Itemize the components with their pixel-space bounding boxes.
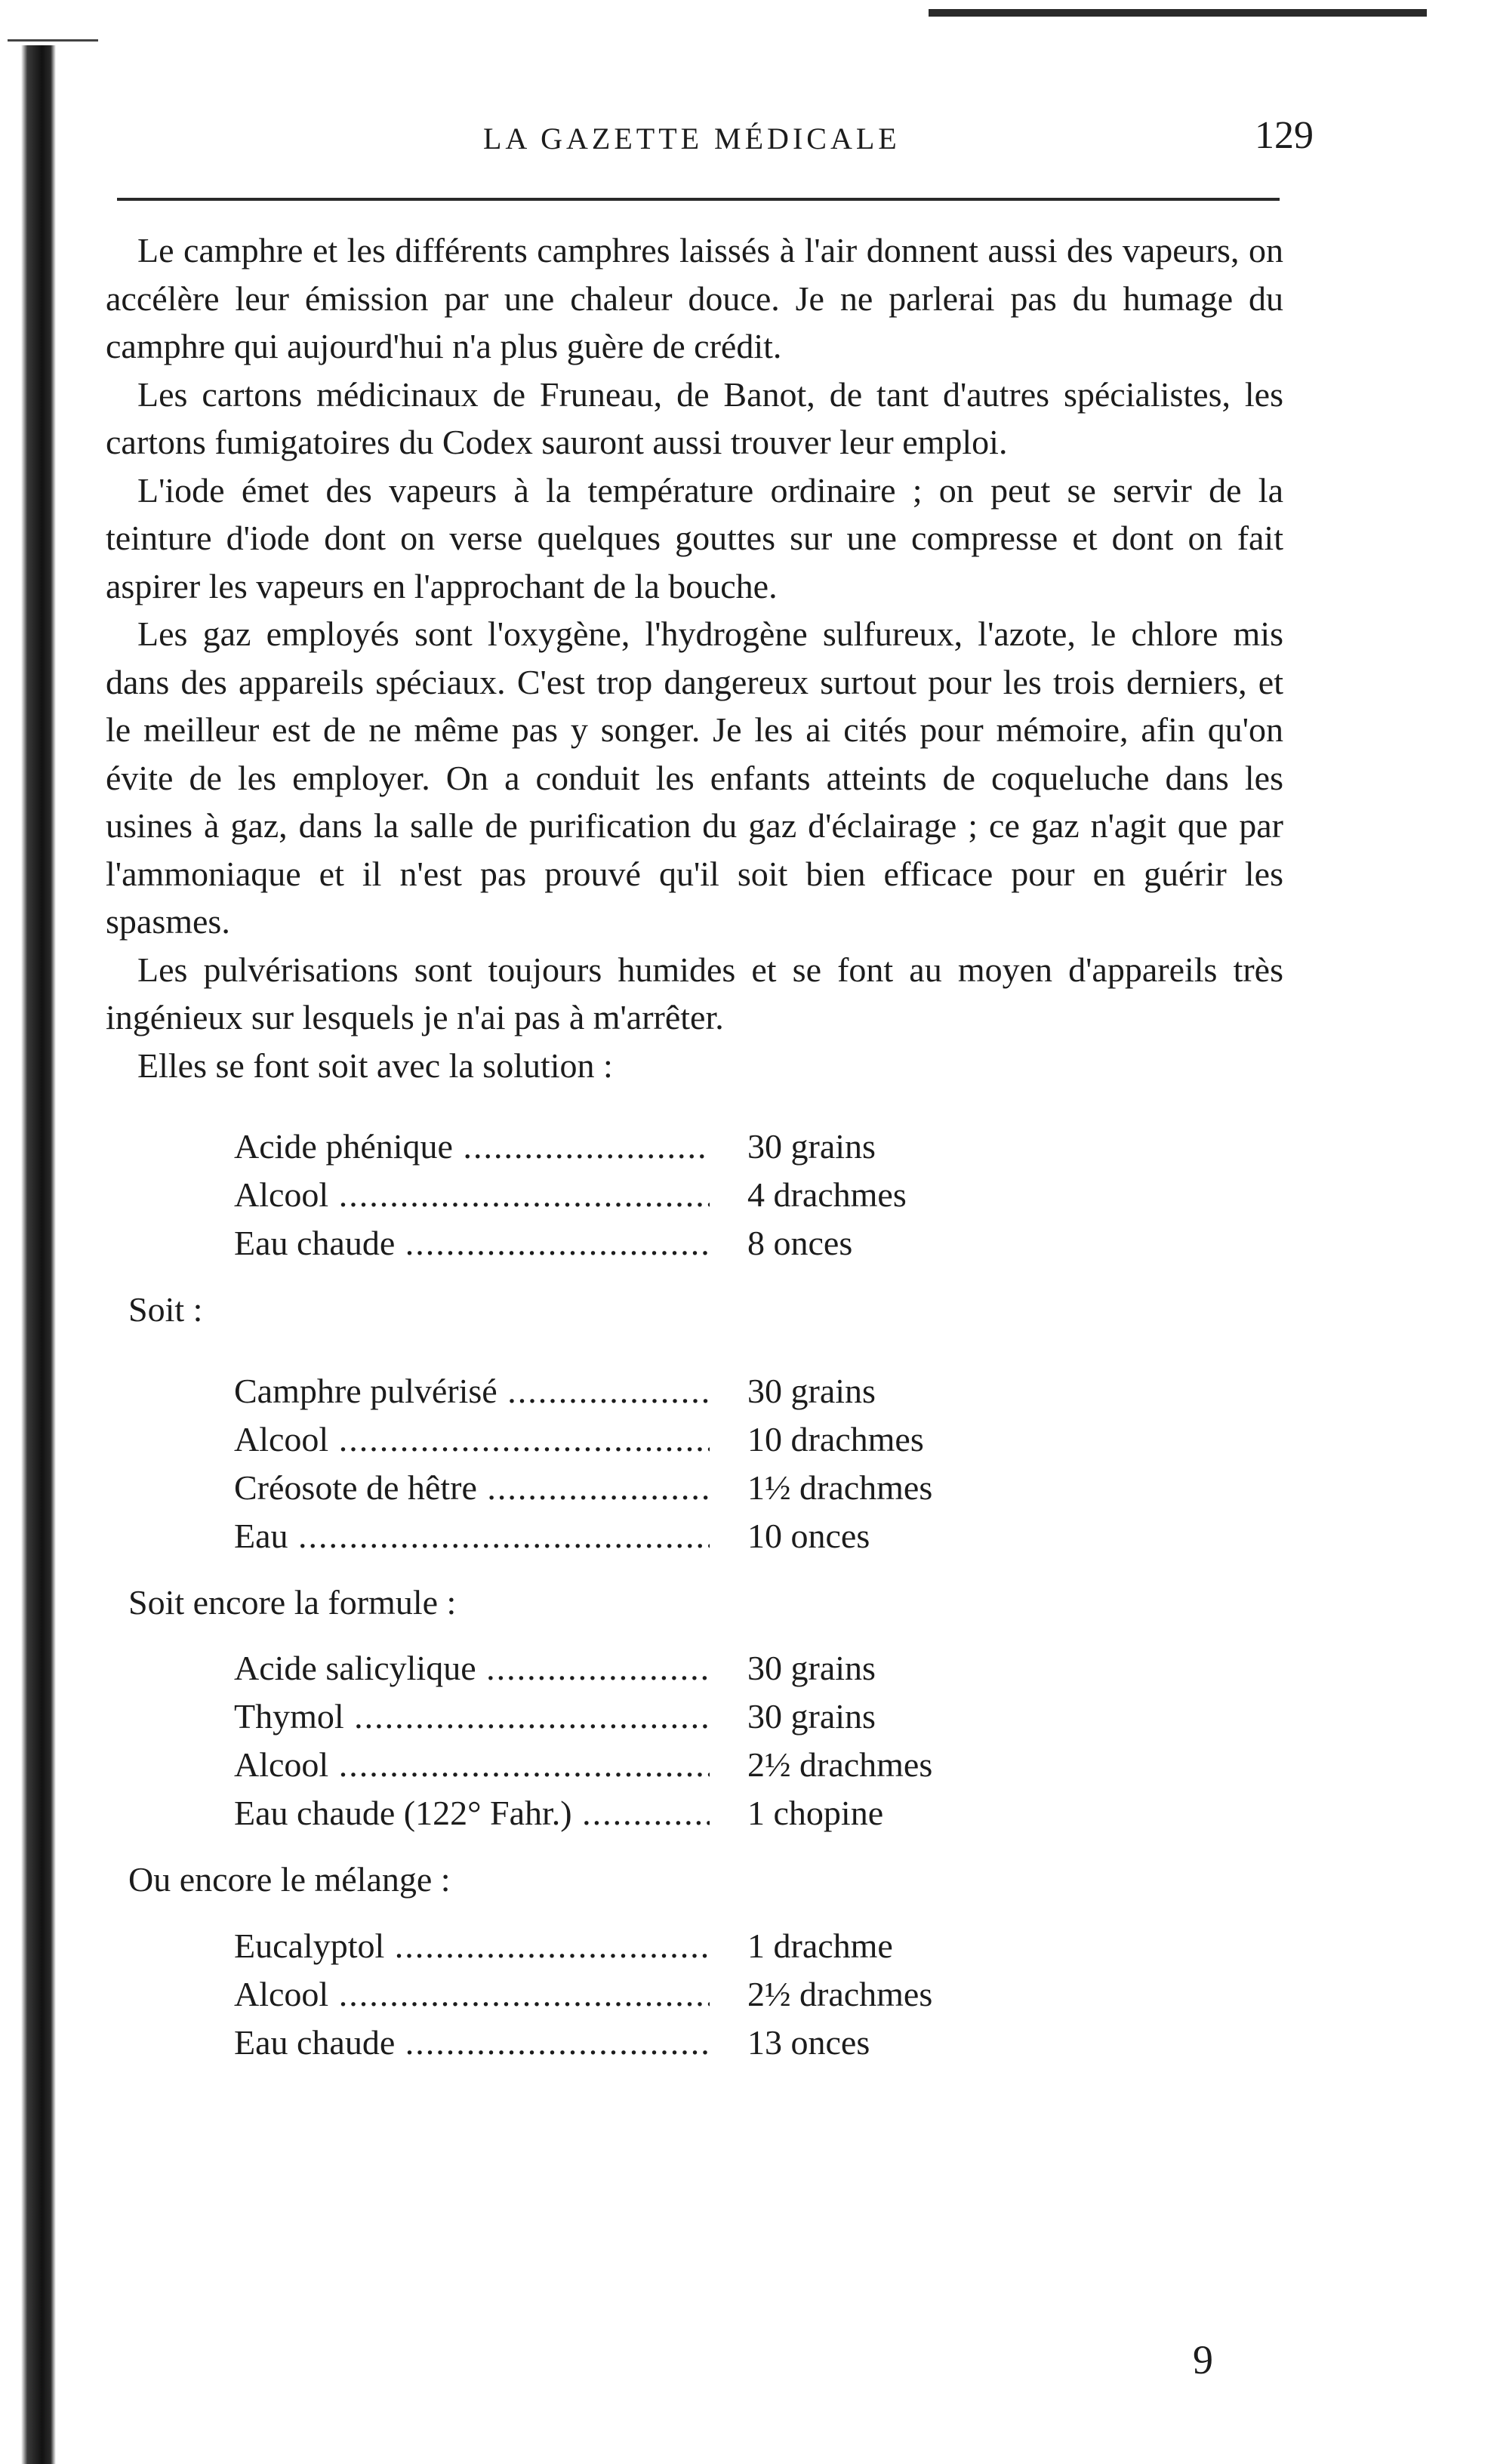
page-number: 129 xyxy=(1255,114,1314,157)
ingredient-name: Acide salicylique ..... xyxy=(106,1644,710,1692)
formula-row xyxy=(106,1692,1283,1741)
soit-label: Soit : xyxy=(128,1290,203,1329)
formula-row xyxy=(106,1644,1283,1692)
ingredient-name: Eucalyptol ..... xyxy=(106,1922,710,1970)
ingredient-quantity: 13 onces xyxy=(747,2022,870,2062)
ingredient-quantity: 30 grains xyxy=(747,1649,876,1687)
paragraph-pulverisations: Les pulvérisations sont toujours humides et se font au moyen d'appareils très ingénieux sur lesquels je n'ai pas à m'arrêter. xyxy=(106,950,1283,1036)
ingredient-name: Thymol ..... xyxy=(106,1692,710,1741)
formula-4 xyxy=(106,1922,1283,2067)
book-binding-edge xyxy=(21,45,56,2464)
formula-row xyxy=(106,1922,1283,1970)
paragraph-camphre: Le camphre et les différents camphres laissés à l'air donnent aussi des vapeurs, on accélère leur émission par une chaleur douce. Je ne parlerai pas du humage du camphre qui aujourd'hui n'a plus guère de crédit. xyxy=(106,231,1283,365)
ingredient-name: Eau chaude ..... xyxy=(106,2019,710,2067)
formula-row xyxy=(106,1123,1283,1171)
formula-1 xyxy=(106,1123,1283,1267)
paragraph-iode: L'iode émet des vapeurs à la température ordinaire ; on peut se servir de la teinture d'iode dont on verse quelques gouttes sur une compresse et dont on fait aspirer les vapeurs en l'approchant de la bouche. xyxy=(106,470,1283,605)
ingredient-name: Alcool ..... xyxy=(106,1415,710,1464)
ingredient-name: Alcool ..... xyxy=(106,1741,710,1789)
ingredient-quantity: 10 drachmes xyxy=(747,1419,924,1458)
ingredient-quantity: 10 onces xyxy=(747,1516,870,1555)
formula-row xyxy=(106,1367,1283,1415)
top-margin-rule xyxy=(929,9,1427,17)
formula-row xyxy=(106,1970,1283,2019)
formula-2 xyxy=(106,1367,1283,1560)
signature-folio: 9 xyxy=(1193,2337,1213,2382)
formula-row xyxy=(106,1219,1283,1267)
ingredient-name: Eau chaude (122° Fahr.) ..... xyxy=(106,1789,710,1837)
solution-intro: Elles se font soit avec la solution : xyxy=(137,1046,613,1085)
ingredient-name: Eau chaude ..... xyxy=(106,1219,710,1267)
ingredient-quantity: 30 grains xyxy=(747,1371,876,1410)
page-header xyxy=(0,114,1494,166)
header-rule xyxy=(117,198,1280,201)
ingredient-quantity: 2½ drachmes xyxy=(747,1745,933,1784)
ingredient-quantity: 1 drachme xyxy=(747,1926,893,1965)
ingredient-name: Alcool ..... xyxy=(106,1171,710,1219)
ingredient-quantity: 30 grains xyxy=(747,1697,876,1736)
paragraph-cartons: Les cartons médicinaux de Fruneau, de Banot, de tant d'autres spécialistes, les cartons fumigatoires du Codex sauront aussi trouver leur emploi. xyxy=(106,374,1283,461)
ingredient-name: Alcool ..... xyxy=(106,1970,710,2019)
ingredient-name: Camphre pulvérisé ..... xyxy=(106,1367,710,1415)
ingredient-quantity: 8 onces xyxy=(747,1224,853,1262)
formula-row xyxy=(106,1789,1283,1837)
running-title: LA GAZETTE MÉDICALE xyxy=(483,122,901,156)
ingredient-quantity: 2½ drachmes xyxy=(747,1974,933,2013)
ingredient-quantity: 4 drachmes xyxy=(747,1175,907,1214)
ingredient-quantity: 30 grains xyxy=(747,1127,876,1166)
formula-row xyxy=(106,2019,1283,2067)
ingredient-name: Acide phénique ..... xyxy=(106,1123,710,1171)
paragraph-gaz: Les gaz employés sont l'oxygène, l'hydrogène sulfureux, l'azote, le chlore mis dans des appareils spéciaux. C'est trop dangereux surtout pour les trois derniers, et le meilleur est de ne même pas y songer. Je les ai cités pour mémoire, afin qu'on évite de les employer. On a conduit les enfants atteints de coqueluche dans les usines à gaz, dans la salle de purification du gaz d'éclairage ; ce gaz n'agit que par l'ammoniaque et il n'est pas prouvé qu'il soit bien efficace pour en guérir les spasmes. xyxy=(106,614,1283,941)
ingredient-quantity: 1 chopine xyxy=(747,1794,884,1832)
formula-row xyxy=(106,1415,1283,1464)
ingredient-quantity: 1½ drachmes xyxy=(747,1468,933,1507)
formula-row xyxy=(106,1512,1283,1560)
ingredient-name: Créosote de hêtre ..... xyxy=(106,1464,710,1512)
soit-encore-label: Soit encore la formule : xyxy=(128,1582,457,1622)
formula-row xyxy=(106,1741,1283,1789)
formula-row xyxy=(106,1171,1283,1219)
formula-3 xyxy=(106,1644,1283,1837)
ingredient-name: Eau ..... xyxy=(106,1512,710,1560)
binding-tick-mark xyxy=(8,39,98,42)
page-body xyxy=(106,226,1283,2067)
ou-encore-label: Ou encore le mélange : xyxy=(128,1860,451,1899)
formula-row xyxy=(106,1464,1283,1512)
